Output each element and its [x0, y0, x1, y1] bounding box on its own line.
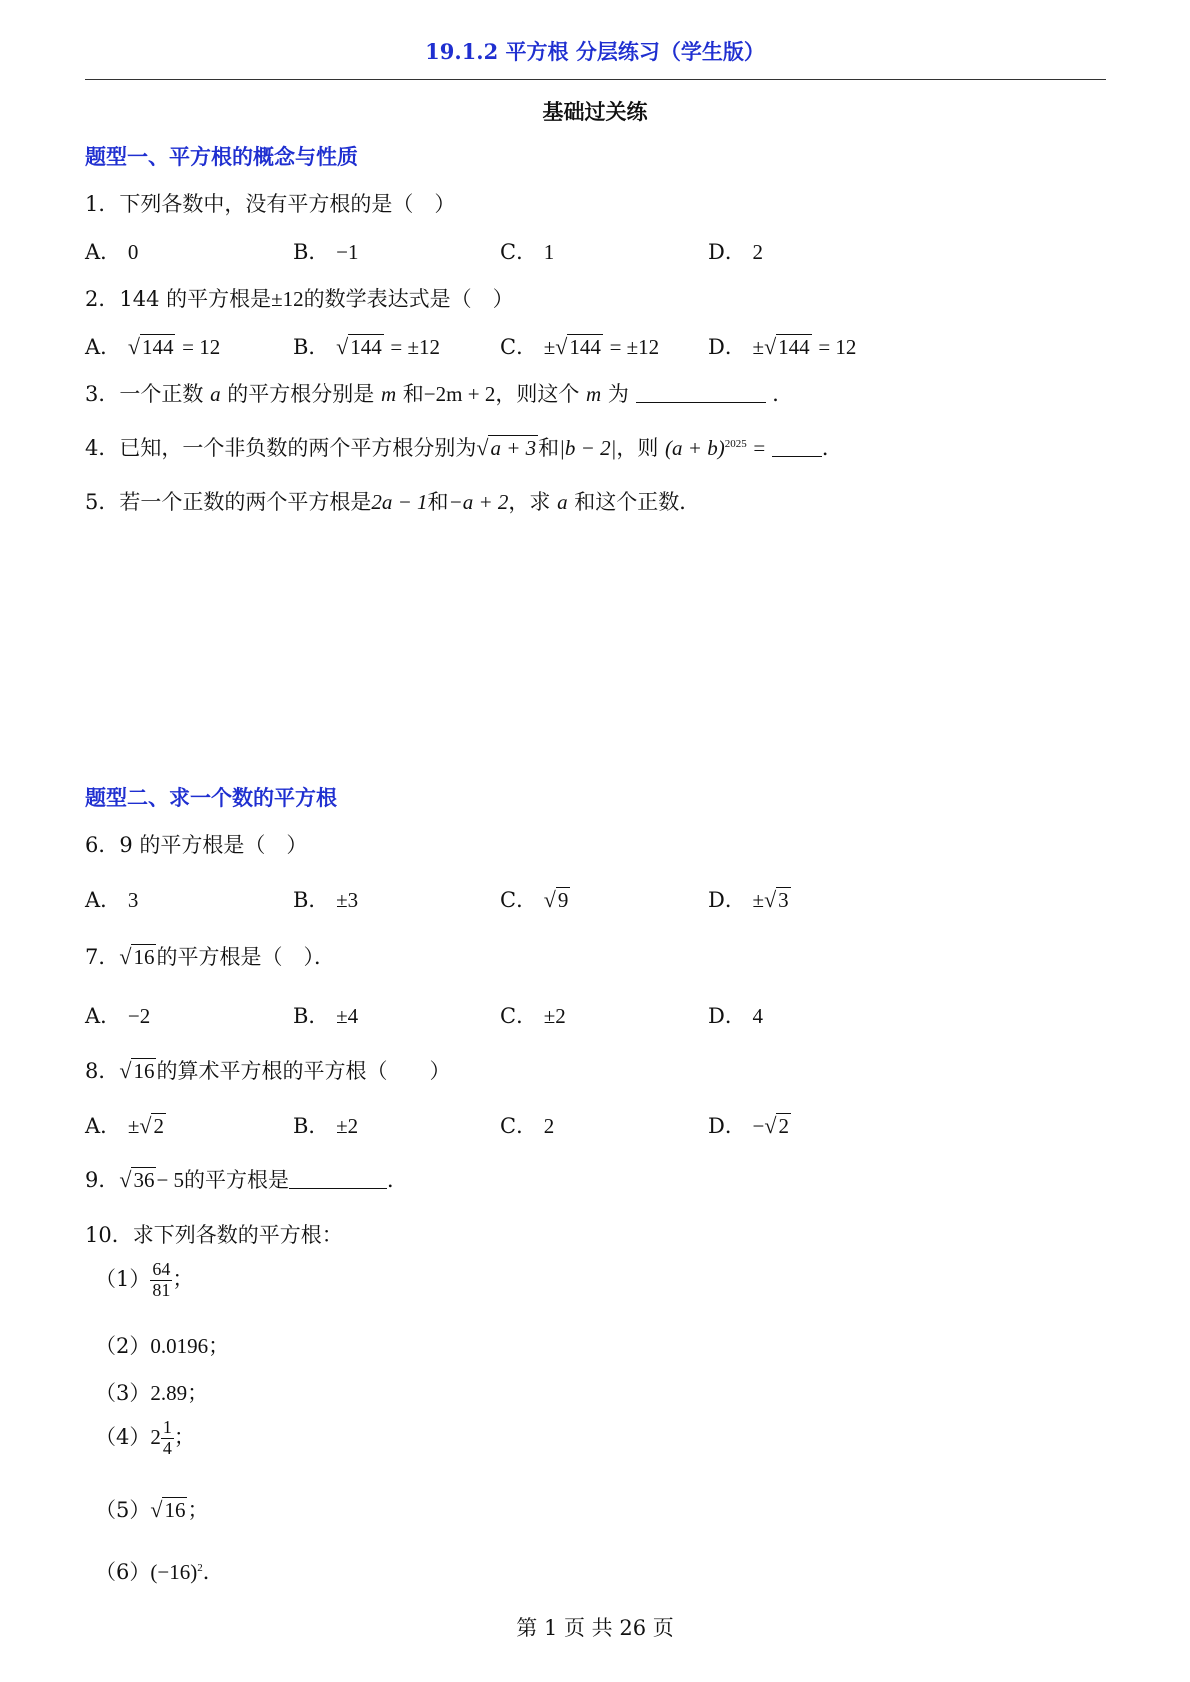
q2-option-a[interactable]: A． √144 = 12: [85, 334, 221, 359]
q10-item-6: $(6)(-16)^2$．: [95, 1560, 224, 1584]
question-number: 1．: [85, 192, 120, 216]
q7-option-b[interactable]: B． ±4: [293, 1004, 359, 1028]
q1-option-c[interactable]: C． 1: [500, 240, 555, 264]
q1-option-b[interactable]: B． −1: [293, 240, 359, 264]
q2-option-b[interactable]: B． √144 = ±12: [293, 334, 441, 359]
q1-option-d[interactable]: D． 2: [708, 240, 764, 264]
section-title-1: 题型一、平方根的概念与性质: [85, 144, 358, 169]
q10-item-1: （1） $\frac{64}{81}$ ；: [95, 1259, 194, 1300]
question-text: 下列各数中，没有平方根的是（ ）: [119, 192, 456, 216]
q2-option-d[interactable]: D． ±√144 = 12: [708, 334, 857, 359]
q7-option-d[interactable]: D． 4: [708, 1004, 764, 1028]
answer-blank[interactable]: [289, 1167, 387, 1189]
question-4: 4．已知，一个非负数的两个平方根分别为√a + 3和|b − 2|，则 $(a + b)^{2025}$ = ．: [85, 435, 843, 460]
q8-option-a[interactable]: A． ±√2: [85, 1113, 164, 1138]
question-8: 8．√16的算术平方根的平方根（ ）: [85, 1058, 451, 1083]
question-6: 6．9 的平方根是（ ）: [85, 833, 308, 857]
question-10: 10．求下列各数的平方根：: [85, 1223, 343, 1247]
section-subtitle: 基础过关练: [542, 99, 648, 124]
q10-item-5: （5）√16；: [95, 1497, 209, 1522]
header-rule: [85, 79, 1106, 80]
q7-option-a[interactable]: A． −2: [85, 1004, 151, 1028]
q8-option-d[interactable]: D． −√2: [708, 1113, 789, 1138]
question-3: 3．一个正数 a 的平方根分别是 m 和−2m + 2，则这个 m 为 ．: [85, 382, 794, 406]
q10-item-2: （2）0.0196；: [95, 1334, 230, 1358]
q7-option-c[interactable]: C． ±2: [500, 1004, 566, 1028]
q6-option-a[interactable]: A． 3: [85, 888, 139, 912]
question-2: 2．144 的平方根是±12的数学表达式是（ ）: [85, 287, 514, 311]
q6-option-b[interactable]: B． ±3: [293, 888, 359, 912]
q8-option-b[interactable]: B． ±2: [293, 1114, 359, 1138]
section-title-2: 题型二、求一个数的平方根: [85, 785, 337, 810]
q8-option-c[interactable]: C． 2: [500, 1114, 555, 1138]
q10-item-3: （3）2.89；: [95, 1381, 209, 1405]
question-9: 9．√36− 5的平方根是 ．: [85, 1167, 409, 1192]
q1-option-a[interactable]: A． 0: [85, 240, 139, 264]
answer-blank[interactable]: [636, 381, 766, 403]
page-title: 19.1.2 平方根 分层练习（学生版）: [425, 39, 765, 64]
q10-item-4: （4）2 $\frac{1}{4}$ ；: [95, 1417, 195, 1458]
page-footer: 第 1 页 共 26 页: [516, 1616, 674, 1640]
q6-option-d[interactable]: D． ±√3: [708, 887, 789, 912]
question-1: [85, 188, 455, 218]
q6-option-c[interactable]: C． √9: [500, 887, 569, 912]
question-7: 7．√16的平方根是（ ）．: [85, 944, 335, 969]
q2-option-c[interactable]: C． ±√144 = ±12: [500, 334, 660, 359]
answer-blank[interactable]: [772, 435, 822, 457]
question-5: 5．若一个正数的两个平方根是2a − 1和−a + 2，求 a 和这个正数．: [85, 490, 701, 514]
